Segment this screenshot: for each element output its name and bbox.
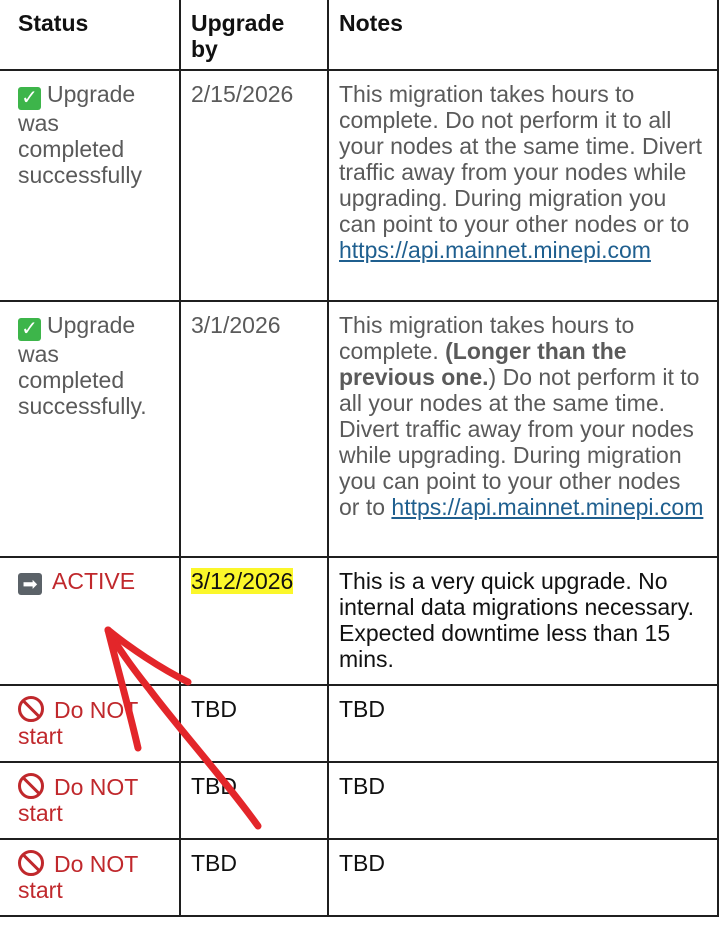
table-row: [0, 839, 718, 916]
status-cell: [0, 557, 180, 685]
notes-header: Notes: [328, 0, 718, 70]
status-cell: [0, 301, 180, 557]
status-label: Do NOT start: [18, 697, 138, 749]
notes-text: TBD: [328, 839, 718, 916]
notes-text: This is a very quick upgrade. No internal data migrations necessary. Expected downtime less than 15 mins.: [328, 557, 718, 685]
status-cell: [0, 685, 180, 762]
upgrade-date: TBD: [180, 685, 328, 762]
header-row: [0, 0, 718, 70]
table-row: [0, 762, 718, 839]
notes-text: TBD: [328, 762, 718, 839]
notes-cell: [328, 301, 718, 557]
upgrade-date-cell: [180, 557, 328, 685]
status-label-rest: was completed successfully.: [18, 341, 147, 419]
upgrade-date: TBD: [180, 839, 328, 916]
no-entry-icon: [18, 850, 44, 876]
status-active-badge: ACTIVE: [52, 568, 136, 594]
upgrade-date: TBD: [180, 762, 328, 839]
notes-text-rest: ) Do not perform it to all your nodes at the same time. Divert traffic away from your nodes while upgrading. During migration you can point to your other nodes or to: [339, 364, 700, 520]
check-mark-icon: ✓: [18, 87, 41, 110]
status-label: Upgrade: [47, 312, 136, 338]
no-entry-icon: [18, 696, 44, 722]
notes-text: TBD: [328, 685, 718, 762]
status-label: Do NOT start: [18, 774, 138, 826]
upgrade-date: 2/15/2026: [180, 70, 328, 301]
status-label-rest: was completed successfully: [18, 110, 142, 188]
status-cell: [0, 70, 180, 301]
table-row: [0, 301, 718, 557]
status-cell: [0, 762, 180, 839]
table-row-active: [0, 557, 718, 685]
table-row: [0, 70, 718, 301]
status-header: Status: [0, 0, 180, 70]
no-entry-icon: [18, 773, 44, 799]
upgrade-by-header: Upgrade by: [180, 0, 328, 70]
notes-text: This migration takes hours to complete.: [339, 312, 635, 364]
notes-cell: [328, 70, 718, 301]
notes-emphasis: (Longer than the previous one.: [339, 338, 627, 390]
check-mark-icon: ✓: [18, 318, 41, 341]
api-link[interactable]: https://api.mainnet.minepi.com: [339, 237, 651, 263]
right-arrow-icon: ➡: [18, 573, 42, 595]
notes-text: This migration takes hours to complete. Do not perform it to all your nodes at the same time. Divert traffic away from your nodes while upgrading. During migration you can point to your other nodes or to: [339, 81, 703, 237]
status-cell: [0, 839, 180, 916]
table-row: [0, 685, 718, 762]
upgrade-date-highlighted: 3/12/2026: [191, 568, 294, 594]
upgrade-date: 3/1/2026: [180, 301, 328, 557]
status-label: Do NOT start: [18, 851, 138, 903]
api-link[interactable]: https://api.mainnet.minepi.com: [391, 494, 704, 520]
status-label: Upgrade: [47, 81, 136, 107]
